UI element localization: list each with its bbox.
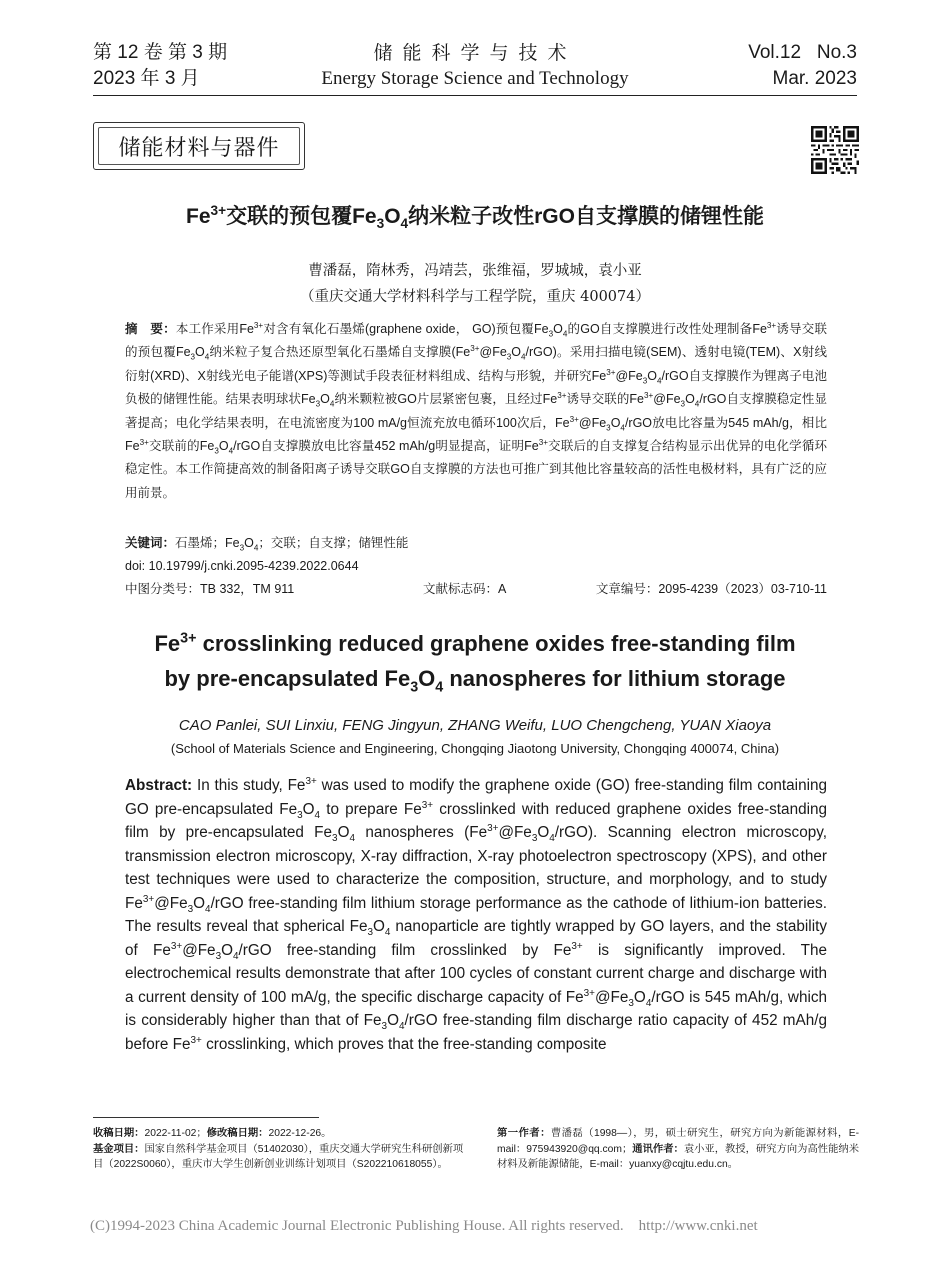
- abstract-cn: 摘 要：本工作采用$Fe^{3+}$对含有氧化石墨烯(graphene oxide， GO)预包覆$Fe_3O_4$的GO自支撑膜进行改性处理制备$Fe^{3+}$诱导交联的预包覆$Fe_3O_4$纳米粒子复合热还原型氧化石墨烯自支撑膜$(Fe^{3+}@Fe_3O_4/rGO)$。采用扫描电镜(SEM)、透射电镜(TEM)、X射线衍射(XRD)、X射线光电子能谱(XPS)等测试手段表征材料组成、结构与形貌，并研究$Fe^{3+}@Fe_3O_4$/rGO自支撑膜作为锂离子电池负极的储锂性能。结果表明球状$Fe_3O_4$纳米颗粒被GO片层紧密包裹，且经过$Fe^{3+}$诱导交联的$Fe^{3+}@Fe_3O_4$/rGO自支撑膜稳定性显著提高；电化学结果表明，在电流密度为100 mA/g恒流充放电循环100次后，$Fe^{3+}@Fe_3O_4$/rGO放电比容量为545 mAh/g，相比$Fe^{3+}$交联前的$Fe_3O_4$/rGO自支撑膜放电比容量452 mAh/g明显提高，证明$Fe^{3+}$交联后的自支撑复合结构显示出优异的电化学循环稳定性。本工作简捷高效的制备阳离子诱导交联GO自支撑膜的方法也可推广到其他比容量较高的活性电极材料，具有广泛的应用前景。: [125, 320, 828, 500]
- section-label-box: [93, 122, 305, 170]
- issue-en: [748, 40, 857, 92]
- footnote-dates-funding: 收稿日期：2022-11-02；修改稿日期：2022-12-26。 基金项目：国家自然科学基金项目（51402030），重庆交通大学研究生科研创新项目（2022S0060），重庆市大学生创新创业训练计划项目（S202210618055）。: [93, 1128, 464, 1170]
- footnote-authors: 第一作者：曹潘磊（1998—），男，硕士研究生，研究方向为新能源材料，E-mail：975943920@qq.com；通讯作者：袁小亚，教授，研究方向为高性能纳米材料及新能源储能，E-mail：yuanxy@cqjtu.edu.cn。: [497, 1128, 860, 1170]
- volume-cn: 第 12 卷 第 3 期: [93, 42, 228, 63]
- section-label: 储能材料与器件: [118, 134, 280, 160]
- classification-row: [125, 578, 827, 600]
- date-en: Mar. 2023: [772, 68, 857, 89]
- affiliation-cn: （重庆交通大学材料科学与工程学院，重庆 400074）: [300, 289, 650, 305]
- footnote-rule: [93, 1117, 319, 1118]
- journal-name-en: Energy Storage Science and Technology: [321, 68, 629, 89]
- abstract-cn-label: 摘 要：: [125, 322, 176, 336]
- qr-code-icon: [811, 126, 859, 174]
- doi: doi: 10.19799/j.cnki.2095-4239.2022.0644: [125, 559, 359, 573]
- title-cn: $Fe^{3+}$交联的预包覆$Fe_3O_4$纳米粒子改性rGO自支撑膜的储锂性能: [186, 203, 764, 232]
- abstract-en: Abstract: In this study, $Fe^{3+}$ was used to modify the graphene oxide (GO) free-standing film containing GO pre-encapsulated $Fe_3O_4$ to prepare $Fe^{3+}$ crosslinked with reduced graphene oxides free-standing film by pre-encapsulated $Fe_3O_4$ nanospheres $(Fe^{3+}@Fe_3O_4/rGO)$. Scanning electron microscopy, transmission electron microscopy, X-ray diffraction, X-ray photoelectron spectroscopy (XPS), and other test techniques were used to characterize the composition, structure, and morphology, and to study $Fe^{3+}@Fe_3O_4$/rGO free-standing film lithium storage performance as the cathode of lithium-ion batteries. The results reveal that spherical $Fe_3O_4$ nanoparticle are tightly wrapped by GO layers, and the stability of $Fe^{3+}@Fe_3O_4$/rGO free-standing film crosslinked by $Fe^{3+}$ is significantly improved. The electrochemical results demonstrate that after 100 cycles of constant current charge and discharge with a current density of 100 mA/g, the specific discharge capacity of $Fe^{3+}@Fe_3O_4$/rGO is 545 mAh/g, which is considerably higher than that of $Fe_3O_4$/rGO free-standing film discharge ratio capacity of 452 mAh/g before $Fe^{3+}$ crosslinking, which proves that the free-standing composite: [125, 775, 828, 1053]
- date-cn: 2023 年 3 月: [93, 68, 200, 89]
- journal-name: [93, 40, 857, 92]
- authors-cn-block: [0, 258, 950, 310]
- authors-en: CAO Panlei, SUI Linxiu, FENG Jingyun, ZHANG Weifu, LUO Chengcheng, YUAN Xiaoya: [178, 717, 772, 734]
- authors-cn: 曹潘磊，隋林秀，冯靖芸，张维福，罗城城，袁小亚: [308, 263, 642, 279]
- title-en: $Fe^{3+}$ crosslinking reduced graphene oxides free-standing film by pre-encapsulated $Fe_3O_4$ nanospheres for lithium storage: [154, 630, 796, 696]
- clc-number: 中图分类号：TB 332，TM 911: [125, 582, 295, 596]
- affiliation-en: (School of Materials Science and Engineering, Chongqing Jiaotong University, Chongqing 400074, China): [170, 741, 780, 756]
- document-code: 文献标志码：A: [423, 582, 507, 596]
- copyright-notice: (C)1994-2023 China Academic Journal Electronic Publishing House. All rights reserved. http://www.cnki.net: [90, 1218, 758, 1234]
- running-header: [93, 40, 857, 96]
- keywords-cn: 关键词：石墨烯；$Fe_3O_4$；交联；自支撑；储锂性能: [125, 536, 409, 553]
- abstract-en-label: Abstract:: [125, 777, 193, 794]
- volume-en: Vol.12 No.3: [748, 42, 857, 63]
- article-number: 文章编号：2095-4239（2023）03-710-11: [595, 582, 827, 596]
- journal-name-cn: 储能科学与技术: [373, 42, 577, 64]
